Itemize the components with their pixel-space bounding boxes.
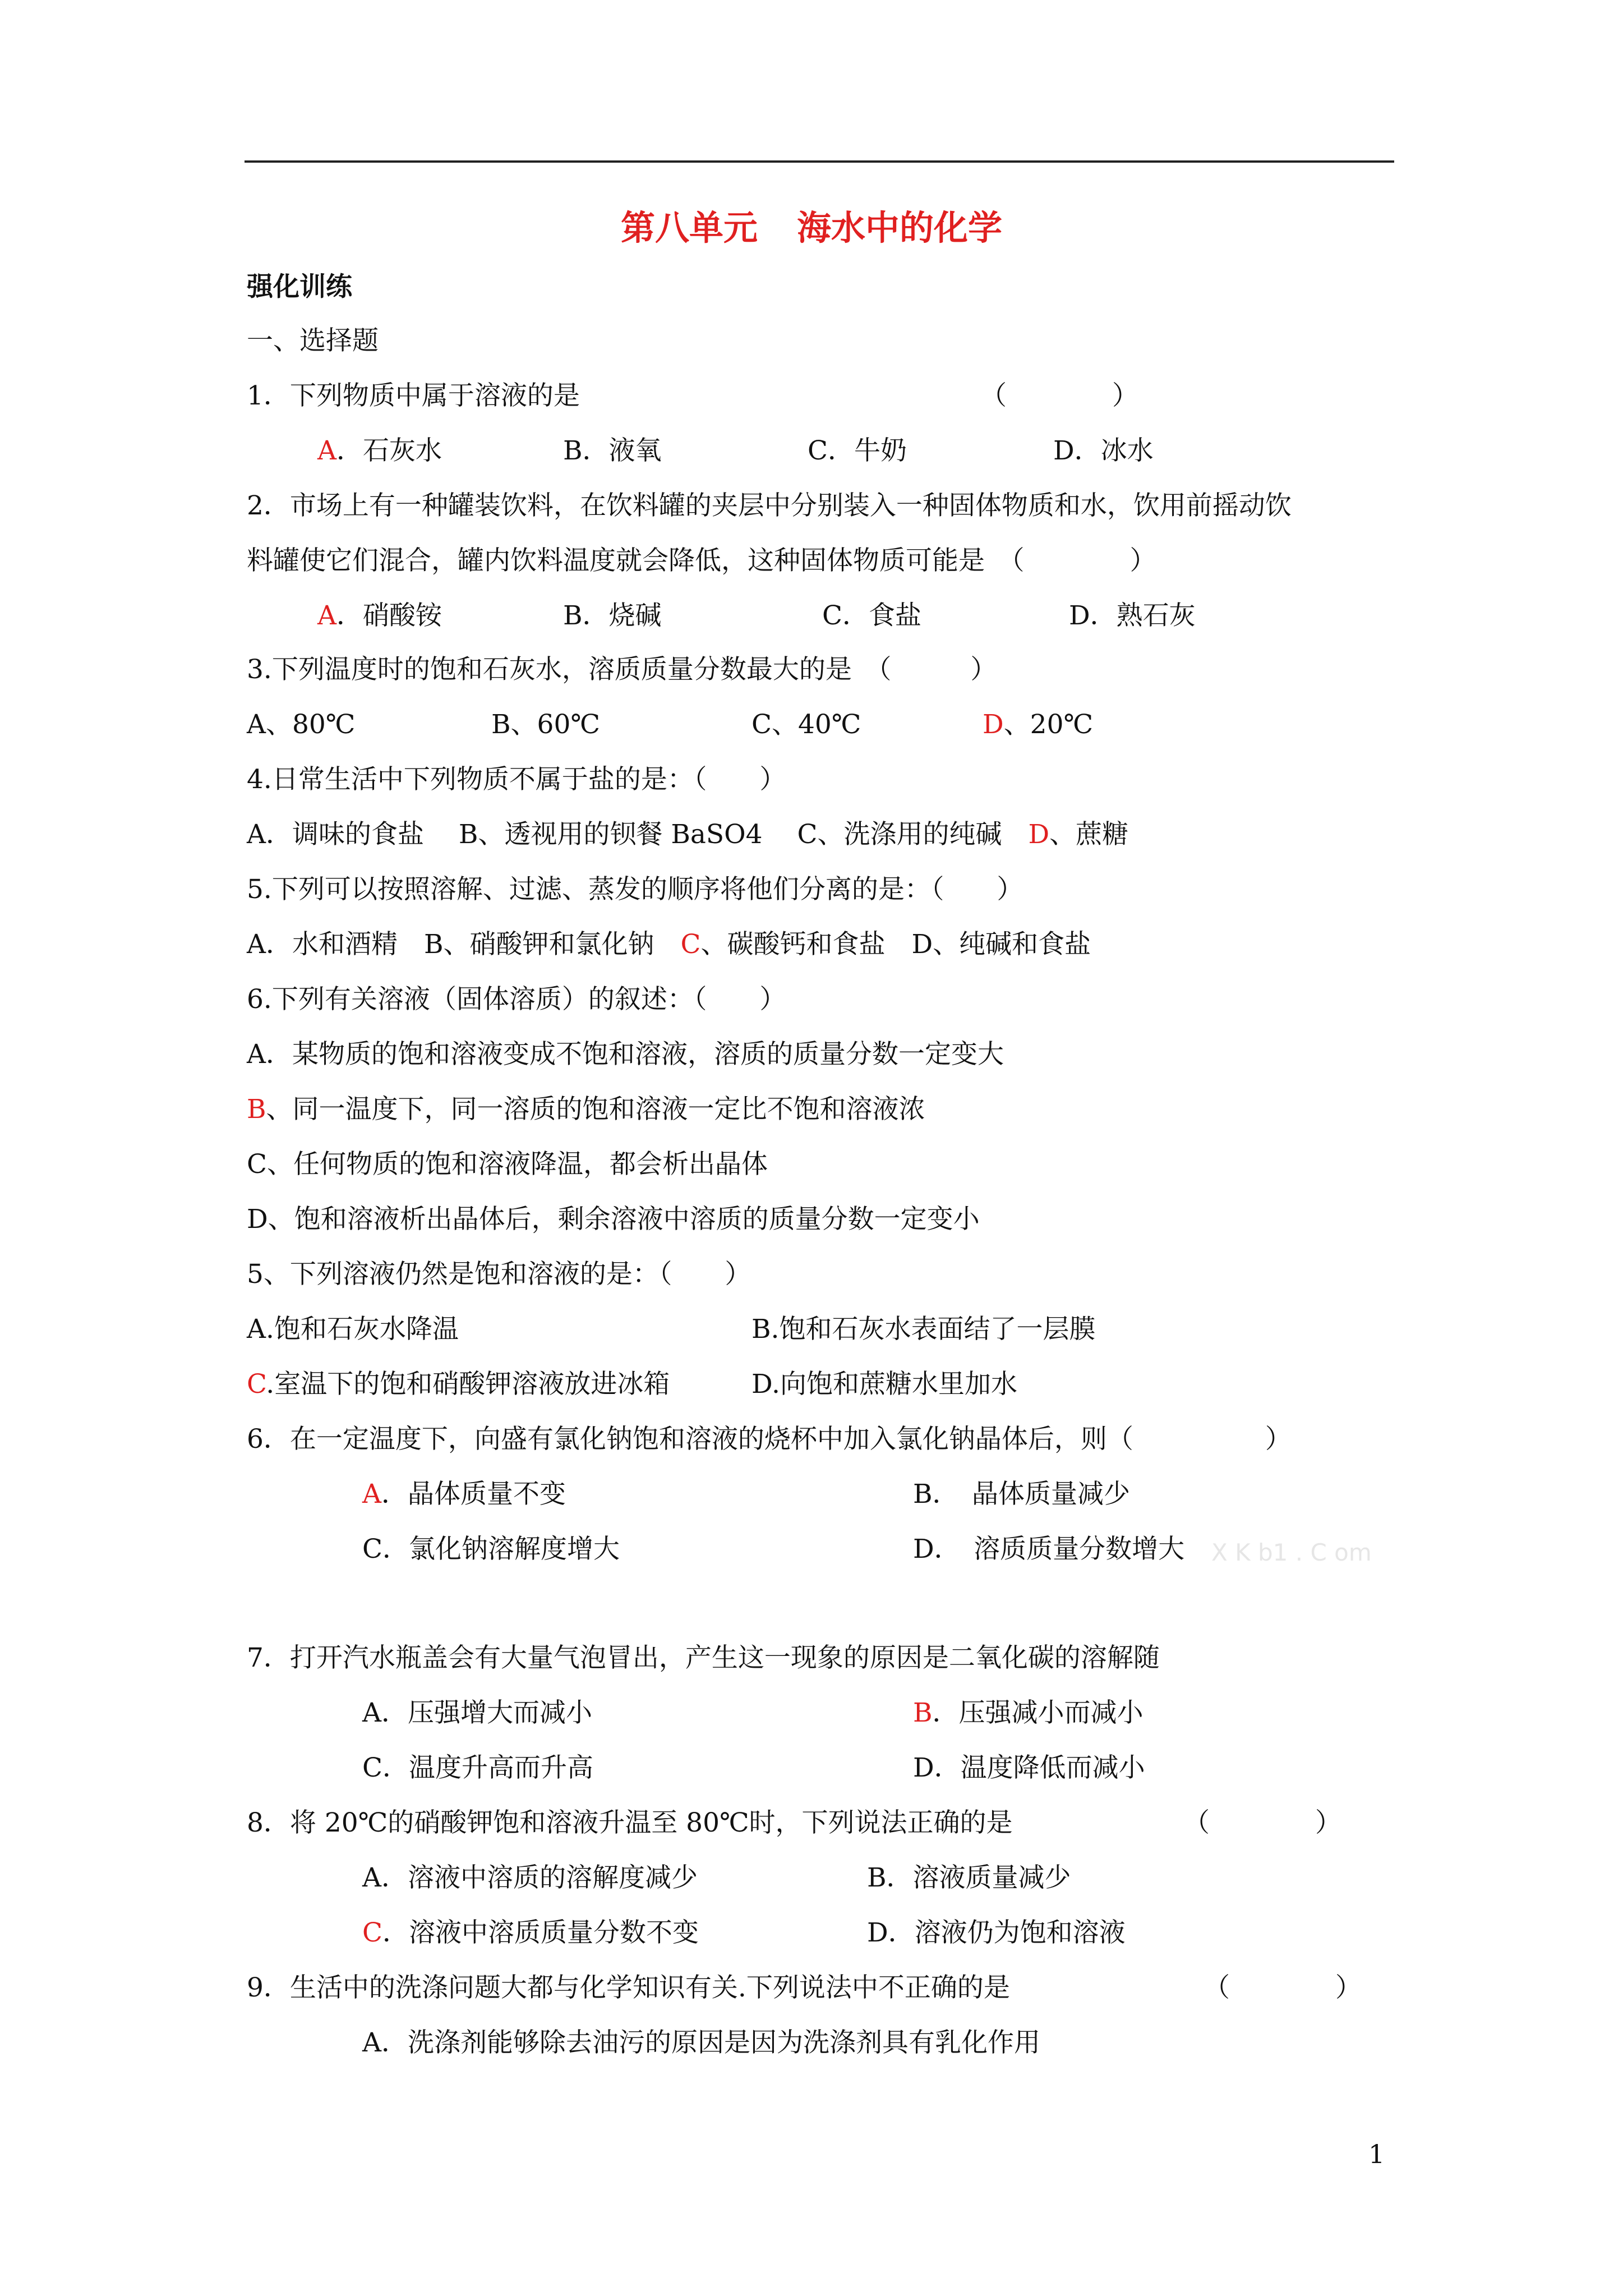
q9-option-a: A．洗涤剂能够除去油污的原因是因为洗涤剂具有乳化作用 bbox=[362, 2027, 1040, 2058]
q5b-option-c: C.室温下的饱和硝酸钾溶液放进冰箱 bbox=[247, 1369, 670, 1400]
q5b-option-a: A.饱和石灰水降温 bbox=[247, 1314, 459, 1345]
part-heading: 一、选择题 bbox=[247, 325, 379, 356]
q8-option-b: B．溶液质量减少 bbox=[867, 1862, 1071, 1893]
section-heading: 强化训练 bbox=[247, 272, 352, 302]
q5-stem: 5.下列可以按照溶解、过滤、蒸发的顺序将他们分离的是：（ ） bbox=[247, 874, 1023, 905]
q2-option-a: A．硝酸铵 bbox=[317, 600, 442, 631]
q2-option-c: C．食盐 bbox=[822, 600, 921, 631]
q3-stem: 3.下列温度时的饱和石灰水，溶质质量分数最大的是 （ ） bbox=[247, 654, 997, 685]
page-title bbox=[0, 206, 1623, 251]
q6-option-d: D、饱和溶液析出晶体后，剩余溶液中溶质的质量分数一定变小 bbox=[247, 1204, 980, 1235]
q1-answer-paren: （ ） bbox=[980, 380, 1138, 411]
q5b-option-d: D.向饱和蔗糖水里加水 bbox=[751, 1369, 1017, 1400]
page-number: 1 bbox=[1368, 2139, 1385, 2169]
q9-answer-paren: （ ） bbox=[1204, 1972, 1362, 2003]
q6b-option-b: B． 晶体质量减少 bbox=[913, 1479, 1131, 1510]
q5b-option-b: B.饱和石灰水表面结了一层膜 bbox=[751, 1314, 1096, 1345]
q6-option-b: B、同一温度下，同一溶质的饱和溶液一定比不饱和溶液浓 bbox=[247, 1094, 925, 1125]
title-unit: 第八单元 bbox=[620, 208, 758, 248]
q1-stem: 1．下列物质中属于溶液的是 bbox=[247, 380, 580, 411]
q2-option-d: D．熟石灰 bbox=[1069, 600, 1196, 631]
q6-stem: 6.下列有关溶液（固体溶质）的叙述：（ ） bbox=[247, 984, 786, 1015]
q2-stem-line2: 料罐使它们混合，罐内饮料温度就会降低，这种固体物质可能是 （ ） bbox=[247, 545, 1156, 576]
watermark-text: X K b1 . C om bbox=[1211, 1539, 1372, 1566]
q5-options: A．水和酒精 B、硝酸钾和氯化钠 C、碳酸钙和食盐 D、纯碱和食盐 bbox=[247, 929, 1091, 960]
q5b-stem: 5、下列溶液仍然是饱和溶液的是：（ ） bbox=[247, 1259, 751, 1290]
q1-option-b: B．液氧 bbox=[563, 435, 662, 466]
q7-option-d: D．温度降低而减小 bbox=[913, 1752, 1145, 1783]
q1-option-a: A．石灰水 bbox=[317, 435, 442, 466]
q1-option-d: D．冰水 bbox=[1053, 435, 1154, 466]
q6b-option-c: C．氯化钠溶解度增大 bbox=[362, 1534, 620, 1565]
q4-options: A．调味的食盐 B、透视用的钡餐 BaSO4 C、洗涤用的纯碱 D、蔗糖 bbox=[247, 819, 1129, 850]
q3-option-a: A、80℃ bbox=[247, 709, 356, 740]
q8-answer-paren: （ ） bbox=[1183, 1807, 1341, 1838]
header-rule bbox=[245, 160, 1394, 163]
q6b-option-d: D． 溶质质量分数增大 bbox=[913, 1534, 1185, 1565]
q9-stem: 9．生活中的洗涤问题大都与化学知识有关.下列说法中不正确的是 bbox=[247, 1972, 1010, 2003]
q2-option-b: B．烧碱 bbox=[563, 600, 662, 631]
q3-option-b: B、60℃ bbox=[491, 709, 600, 740]
q7-stem: 7．打开汽水瓶盖会有大量气泡冒出，产生这一现象的原因是二氧化碳的溶解随 bbox=[247, 1642, 1160, 1673]
q3-option-d: D、20℃ bbox=[983, 709, 1094, 740]
q8-option-a: A．溶液中溶质的溶解度减少 bbox=[362, 1862, 698, 1893]
q8-option-c: C．溶液中溶质质量分数不变 bbox=[362, 1917, 699, 1948]
q7-option-b: B．压强减小而减小 bbox=[913, 1697, 1144, 1728]
q2-stem-line1: 2．市场上有一种罐装饮料，在饮料罐的夹层中分别装入一种固体物质和水，饮用前摇动饮 bbox=[247, 490, 1292, 521]
q3-option-c: C、40℃ bbox=[751, 709, 861, 740]
q6-option-c: C、任何物质的饱和溶液降温，都会析出晶体 bbox=[247, 1149, 768, 1180]
q8-option-d: D．溶液仍为饱和溶液 bbox=[867, 1917, 1126, 1948]
title-topic: 海水中的化学 bbox=[797, 208, 1003, 248]
q6b-stem: 6．在一定温度下，向盛有氯化钠饱和溶液的烧杯中加入氯化钠晶体后，则（ ） bbox=[247, 1424, 1292, 1455]
q7-option-a: A．压强增大而减小 bbox=[362, 1697, 592, 1728]
q8-stem: 8．将 20℃的硝酸钾饱和溶液升温至 80℃时，下列说法正确的是 bbox=[247, 1807, 1013, 1838]
q6-option-a: A．某物质的饱和溶液变成不饱和溶液，溶质的质量分数一定变大 bbox=[247, 1039, 1004, 1070]
q1-option-c: C．牛奶 bbox=[808, 435, 907, 466]
q6b-option-a: A．晶体质量不变 bbox=[362, 1479, 566, 1510]
q7-option-c: C．温度升高而升高 bbox=[362, 1752, 593, 1783]
q4-stem: 4.日常生活中下列物质不属于盐的是：（ ） bbox=[247, 764, 786, 795]
